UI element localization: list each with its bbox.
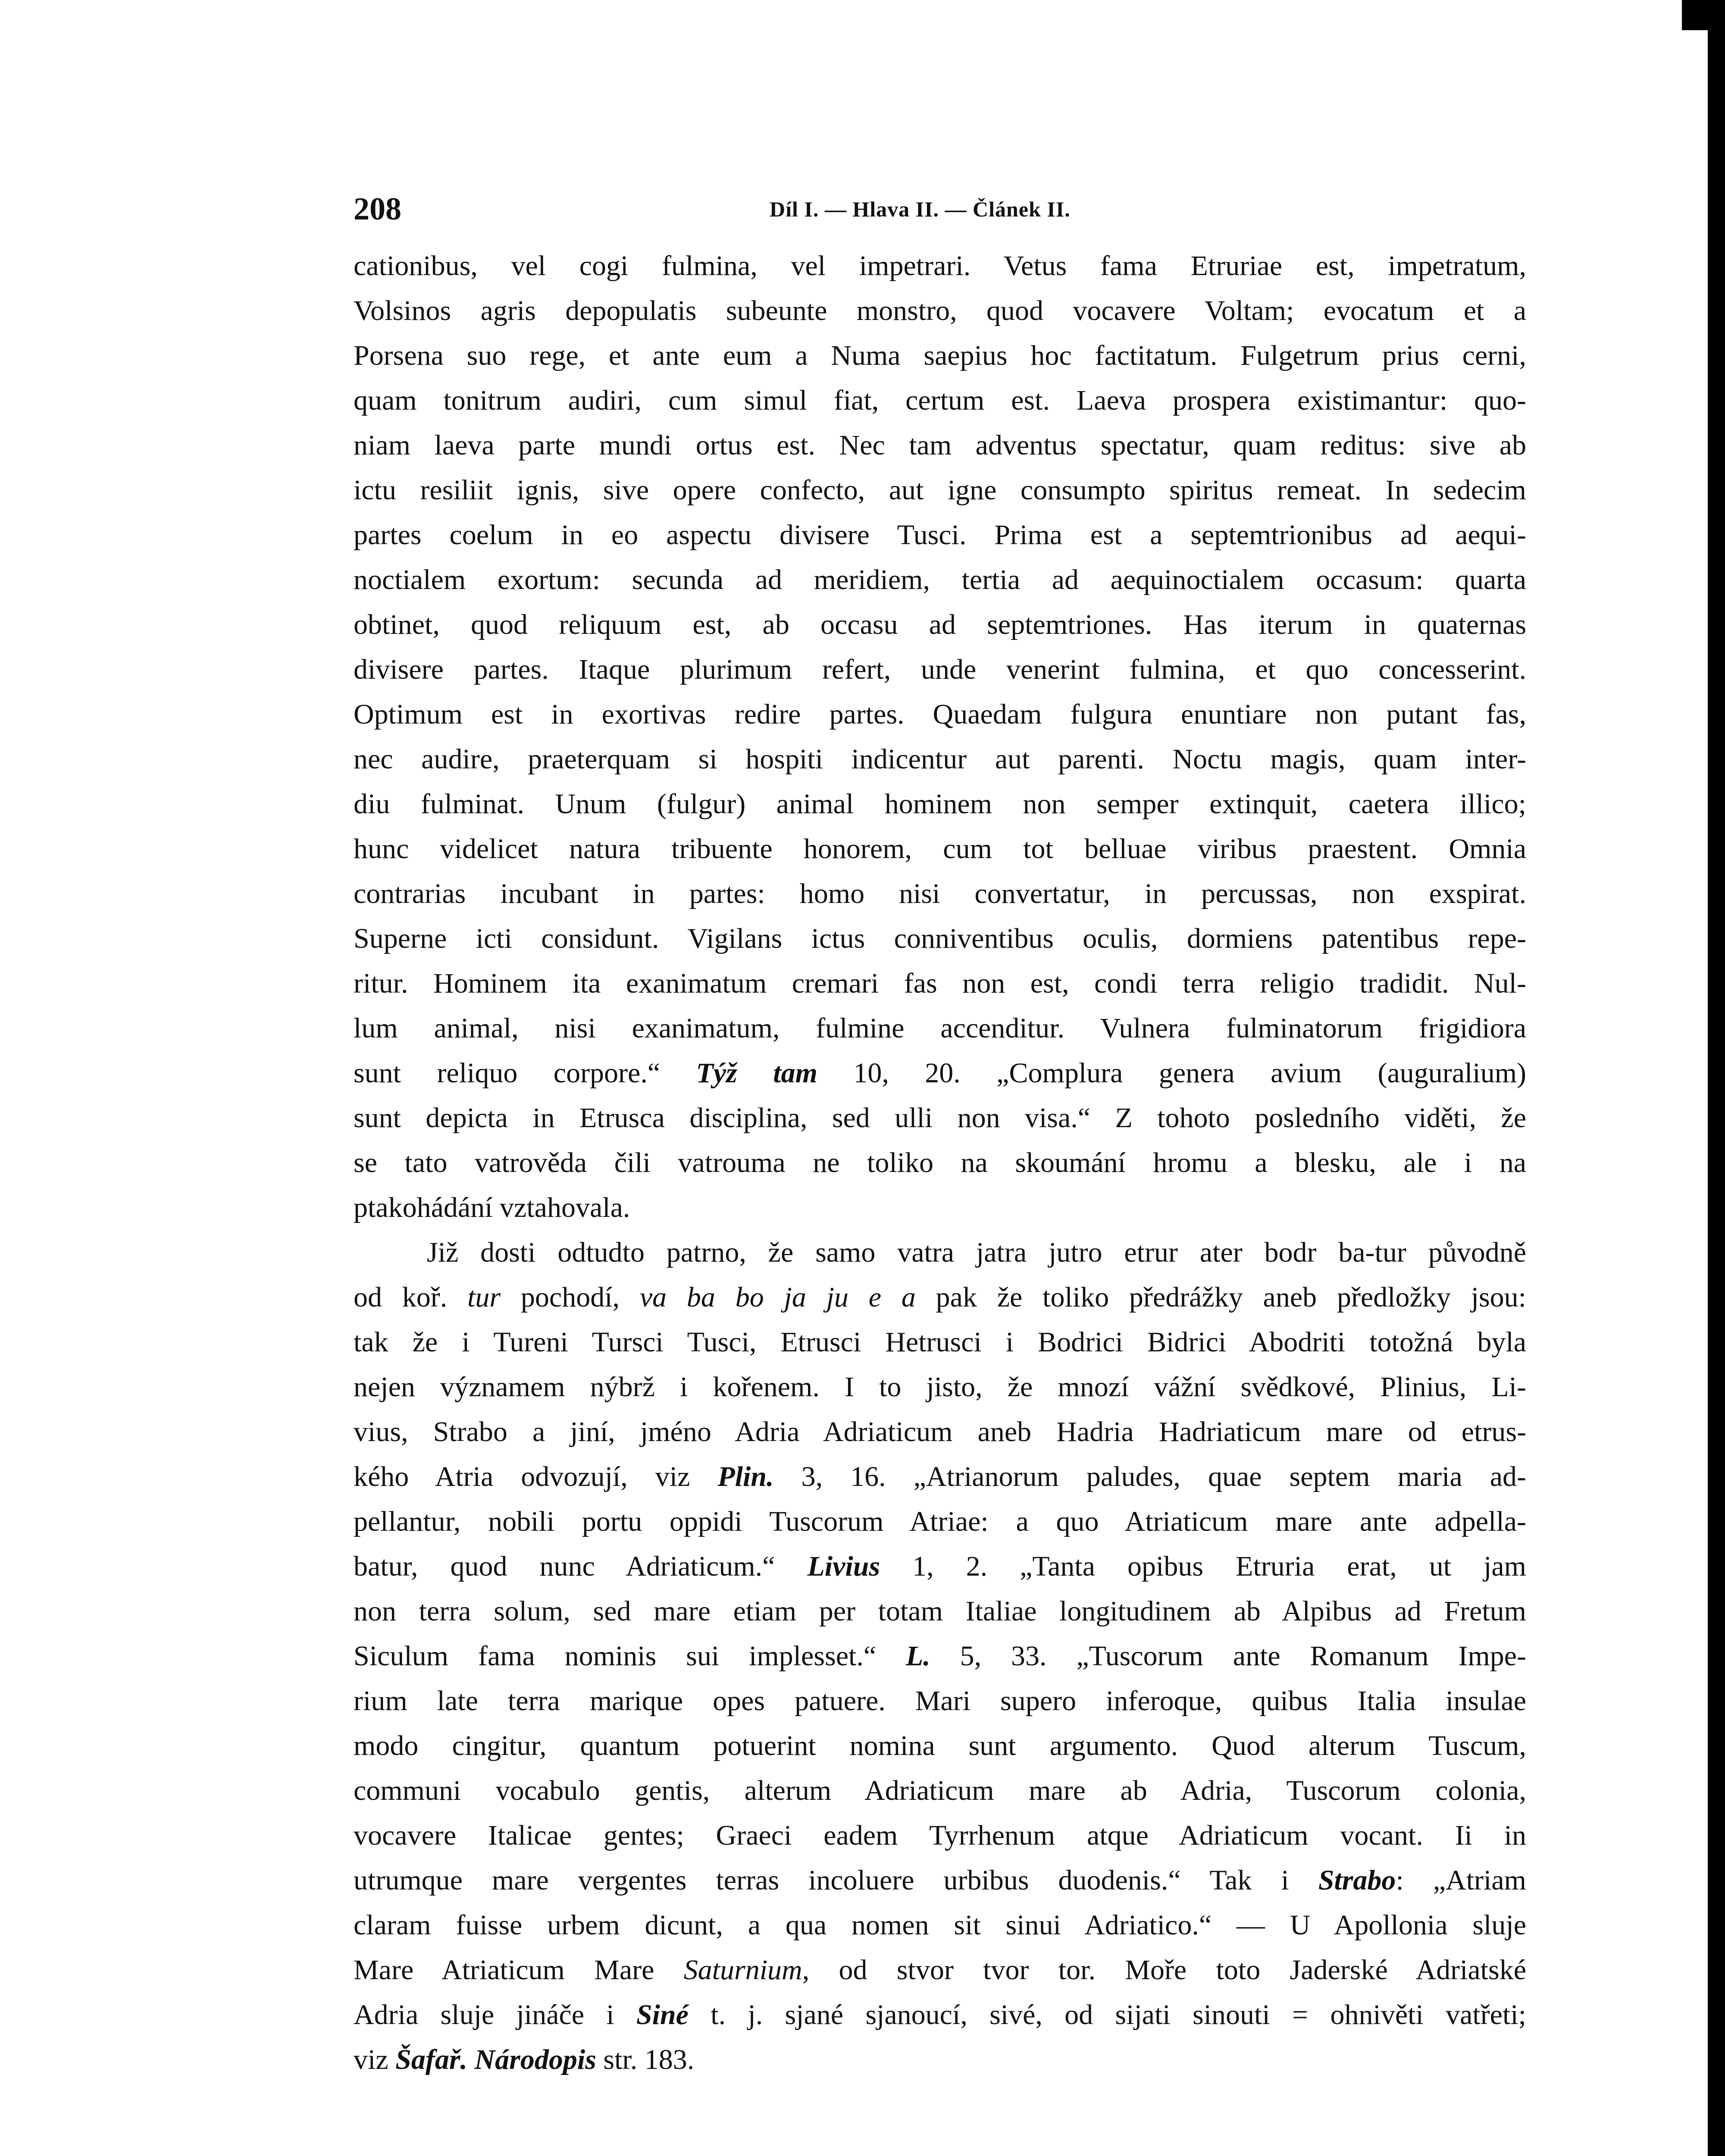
text-line (354, 1051, 1526, 1096)
text-line (354, 1454, 1526, 1499)
text-line: Optimum est in exortivas redire partes. Quaedam fulgura enuntiare non putant fas, (354, 699, 1526, 730)
text-line: vius, Strabo a jiní, jméno Adria Adriaticum aneb Hadria Hadriaticum mare od etrus- (354, 1416, 1526, 1448)
text-line: se tato vatrověda čili vatrouma ne toliko na skoumání hromu a blesku, ale i na (354, 1147, 1526, 1178)
text-line (354, 1993, 1526, 2037)
text-line (354, 1948, 1526, 1993)
text-run: Siculum fama nominis sui implesset.“ (354, 1640, 906, 1672)
text-line: nejen významem nýbrž i kořenem. I to jisto, že mnozí vážní svědkové, Plinius, Li- (354, 1371, 1526, 1403)
citation-italic: Plin. (717, 1461, 774, 1492)
text-line: ptakohádání vztahovala. (354, 1192, 630, 1223)
citation-italic: Šafař. (395, 2044, 468, 2075)
citation-italic: Livius (807, 1551, 880, 1582)
text-line: claram fuisse urbem dicunt, a qua nomen sit sinui Adriatico.“ — U Apollonia sluje (354, 1909, 1526, 1941)
text-line: rium late terra marique opes patuere. Mari supero inferoque, quibus Italia insulae (354, 1685, 1526, 1717)
citation-italic: Národopis (474, 2044, 596, 2075)
text-line: hunc videlicet natura tribuente honorem, cum tot belluae viribus praestent. Omnia (354, 833, 1526, 865)
text-line: pellantur, nobili portu oppidi Tuscorum Atriae: a quo Atriaticum mare ante adpella- (354, 1506, 1526, 1537)
text-run: Adria sluje jináče i (354, 1999, 636, 2031)
text-run: pak že toliko předrážky aneb předložky jsou: (915, 1282, 1526, 1313)
text-line: Volsinos agris depopulatis subeunte monstro, quod vocavere Voltam; evocatum et a (354, 295, 1526, 326)
text-line: divisere partes. Itaque plurimum refert, unde venerint fulmina, et quo concesserint. (354, 654, 1526, 685)
text-run: utrumque mare vergentes terras incoluere urbibus duodenis.“ Tak i (354, 1865, 1318, 1896)
text-line: lum animal, nisi exanimatum, fulmine accenditur. Vulnera fulminatorum frigidiora (354, 1012, 1526, 1044)
scan-corner-top-right (1682, 0, 1708, 30)
text-run: 5, 33. „Tuscorum ante Romanum Impe- (930, 1640, 1526, 1672)
citation-italic: Siné (636, 1999, 689, 2031)
text-line: modo cingitur, quantum potuerint nomina sunt argumento. Quod alterum Tuscum, (354, 1730, 1526, 1761)
text-line: quam tonitrum audiri, cum simul fiat, certum est. Laeva prospera existimantur: quo- (354, 385, 1526, 416)
text-line (354, 1858, 1526, 1903)
paragraph-first-line: Již dosti odtudto patrno, že samo vatra jatra jutro etrur ater bodr ba-tur původně (427, 1237, 1526, 1268)
text-run: 10, 20. „Complura genera avium (auguralium) (817, 1057, 1527, 1089)
text-run: , od stvor tvor tor. Moře toto Jaderské Adriatské (802, 1954, 1526, 1986)
text-line: vocavere Italicae gentes; Graeci eadem Tyrrhenum atque Adriaticum vocant. Ii in (354, 1820, 1526, 1851)
text-run: batur, quod nunc Adriaticum.“ (354, 1551, 808, 1582)
text-line: non terra solum, sed mare etiam per totam Italiae longitudinem ab Alpibus ad Fretum (354, 1595, 1526, 1627)
text-line: cationibus, vel cogi fulmina, vel impetrari. Vetus fama Etruriae est, impetratum, (354, 250, 1526, 282)
text-run: kého Atria odvozují, viz (354, 1461, 718, 1492)
citation-italic: Strabo (1318, 1865, 1396, 1896)
text-run: pochodí, (501, 1282, 640, 1313)
text-run: sunt reliquo corpore.“ (354, 1057, 696, 1089)
running-head: Díl I. — Hlava II. — Článek II. (770, 197, 1071, 221)
italic-term: tur (467, 1282, 501, 1313)
text-line: contrarias incubant in partes: homo nisi convertatur, in percussas, non exspirat. (354, 878, 1526, 909)
text-line (354, 1275, 1526, 1320)
text-line (354, 1634, 1526, 1679)
body-text (354, 244, 1526, 2082)
text-line: noctialem exortum: secunda ad meridiem, tertia ad aequinoctialem occasum: quarta (354, 564, 1526, 595)
scan-border-right (1708, 0, 1725, 2156)
text-line: obtinet, quod reliquum est, ab occasu ad septemtriones. Has iterum in quaternas (354, 609, 1526, 640)
page-header (354, 185, 1526, 233)
text-line: partes coelum in eo aspectu divisere Tusci. Prima est a septemtrionibus ad aequi- (354, 519, 1526, 551)
text-line: nec audire, praeterquam si hospiti indicentur aut parenti. Noctu magis, quam inter- (354, 743, 1526, 775)
text-run: 3, 16. „Atrianorum paludes, quae septem maria ad- (773, 1461, 1526, 1492)
text-line: niam laeva parte mundi ortus est. Nec tam adventus spectatur, quam reditus: sive ab (354, 429, 1526, 461)
text-line: Superne icti considunt. Vigilans ictus conniventibus oculis, dormiens patentibus repe- (354, 923, 1526, 954)
text-run: t. j. sjané sjanoucí, sivé, od sijati sinouti = ohnivěti vatřeti; (688, 1999, 1526, 2031)
citation-italic: Týž tam (696, 1057, 817, 1089)
text-line: diu fulminat. Unum (fulgur) animal hominem non semper extinquit, caetera illico; (354, 788, 1526, 820)
page-number: 208 (354, 191, 401, 227)
text-line: ritur. Hominem ita exanimatum cremari fas non est, condi terra religio tradidit. Nul- (354, 968, 1526, 999)
text-line: tak že i Tureni Tursci Tusci, Etrusci Hetrusci i Bodrici Bidrici Abodriti totožná byla (354, 1326, 1526, 1358)
text-line: Porsena suo rege, et ante eum a Numa saepius hoc factitatum. Fulgetrum prius cerni, (354, 340, 1526, 371)
text-run (467, 2044, 475, 2075)
text-run: : „Atriam (1396, 1865, 1526, 1896)
text-run: viz (354, 2044, 396, 2075)
text-run: od koř. (354, 1282, 468, 1313)
text-line (354, 1544, 1526, 1589)
italic-term: va ba bo ja ju e a (639, 1282, 916, 1313)
text-run: Mare Atriaticum Mare (354, 1954, 684, 1986)
text-run: str. 183. (596, 2044, 695, 2075)
text-line: communi vocabulo gentis, alterum Adriaticum mare ab Adria, Tuscorum colonia, (354, 1775, 1526, 1806)
text-run: 1, 2. „Tanta opibus Etruria erat, ut jam (880, 1551, 1526, 1582)
text-line: ictu resiliit ignis, sive opere confecto, aut igne consumpto spiritus remeat. In sedecim (354, 474, 1526, 506)
text-line (354, 2037, 1526, 2082)
italic-term: Saturnium (683, 1954, 802, 1986)
text-line: sunt depicta in Etrusca disciplina, sed ulli non visa.“ Z tohoto posledního viděti, že (354, 1102, 1526, 1134)
citation-italic: L. (905, 1640, 930, 1672)
